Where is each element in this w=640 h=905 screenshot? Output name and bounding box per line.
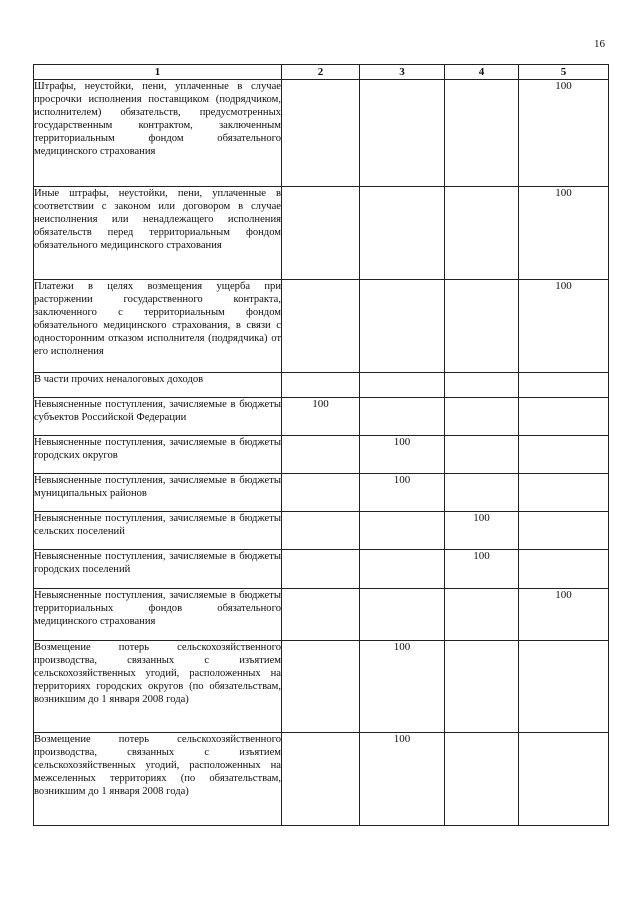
cell-col-4 [445,641,519,733]
table-row [34,641,609,733]
column-header-5: 5 [519,65,609,80]
page-number: 16 [594,38,605,50]
cell-col-5 [519,641,609,733]
cell-col-5: 100 [519,80,609,187]
cell-col-3 [360,280,445,373]
table-row [34,80,609,187]
cell-col-3 [360,550,445,589]
cell-col-5 [519,550,609,589]
table-row [34,474,609,512]
cell-col-3 [360,80,445,187]
cell-col-5: 100 [519,187,609,280]
cell-col-4 [445,474,519,512]
cell-col-4: 100 [445,512,519,550]
row-description: Невыясненные поступления, зачисляемые в бюджеты субъектов Российской Федерации [34,398,282,436]
cell-col-2 [282,550,360,589]
table-row [34,550,609,589]
cell-col-3: 100 [360,474,445,512]
cell-col-4 [445,733,519,826]
cell-col-3 [360,398,445,436]
cell-col-2 [282,80,360,187]
row-description: Невыясненные поступления, зачисляемые в бюджеты сельских поселений [34,512,282,550]
cell-col-2 [282,641,360,733]
row-description: Платежи в целях возмещения ущерба при расторжении государственного контракта, заключенного с территориальным фондом обязательного медицинского страхования, в связи с односторонним отказом исполнителя (подрядчика) от его исполнения [34,280,282,373]
table-row [34,436,609,474]
cell-col-2 [282,436,360,474]
column-header-1: 1 [34,65,282,80]
cell-col-5 [519,373,609,398]
cell-col-5 [519,474,609,512]
cell-col-3 [360,373,445,398]
cell-col-3: 100 [360,641,445,733]
row-description: Невыясненные поступления, зачисляемые в бюджеты муниципальных районов [34,474,282,512]
cell-col-2 [282,733,360,826]
cell-col-3 [360,187,445,280]
cell-col-2 [282,187,360,280]
cell-col-4 [445,187,519,280]
table-row [34,733,609,826]
revenue-distribution-table [33,64,609,826]
cell-col-5 [519,512,609,550]
row-description: Возмещение потерь сельскохозяйственного производства, связанных с изъятием сельскохозяйственных угодий, расположенных на территориях городских округов (по обязательствам, возникшим до 1 января 2008 года) [34,641,282,733]
cell-col-5: 100 [519,589,609,641]
table-row [34,373,609,398]
cell-col-2: 100 [282,398,360,436]
row-description: Штрафы, неустойки, пени, уплаченные в случае просрочки исполнения поставщиком (подрядчиком, исполнителем) обязательств, предусмотренных государственным контрактом, заключенным территориальным фондом обязательного медицинского страхования [34,80,282,187]
column-header-4: 4 [445,65,519,80]
row-description: Невыясненные поступления, зачисляемые в бюджеты городских поселений [34,550,282,589]
cell-col-3 [360,589,445,641]
table-row [34,187,609,280]
cell-col-3: 100 [360,436,445,474]
row-description: Невыясненные поступления, зачисляемые в бюджеты территориальных фондов обязательного медицинского страхования [34,589,282,641]
row-description: Возмещение потерь сельскохозяйственного производства, связанных с изъятием сельскохозяйственных угодий, расположенных на межселенных территориях (по обязательствам, возникшим до 1 января 2008 года) [34,733,282,826]
cell-col-4 [445,589,519,641]
header-row [34,65,609,80]
cell-col-2 [282,474,360,512]
cell-col-2 [282,512,360,550]
cell-col-2 [282,280,360,373]
cell-col-5 [519,436,609,474]
table-row [34,512,609,550]
cell-col-4 [445,280,519,373]
column-header-2: 2 [282,65,360,80]
cell-col-3: 100 [360,733,445,826]
table-row [34,280,609,373]
cell-col-2 [282,373,360,398]
cell-col-4 [445,436,519,474]
column-header-3: 3 [360,65,445,80]
table-row [34,589,609,641]
cell-col-4 [445,373,519,398]
cell-col-5 [519,398,609,436]
cell-col-5: 100 [519,280,609,373]
row-description: В части прочих неналоговых доходов [34,373,282,398]
cell-col-3 [360,512,445,550]
row-description: Невыясненные поступления, зачисляемые в бюджеты городских округов [34,436,282,474]
cell-col-5 [519,733,609,826]
cell-col-2 [282,589,360,641]
row-description: Иные штрафы, неустойки, пени, уплаченные в соответствии с законом или договором в случае неисполнения или ненадлежащего исполнения обязательств перед территориальным фондом обязательного медицинского страхования [34,187,282,280]
cell-col-4 [445,80,519,187]
cell-col-4 [445,398,519,436]
cell-col-4: 100 [445,550,519,589]
table-row [34,398,609,436]
